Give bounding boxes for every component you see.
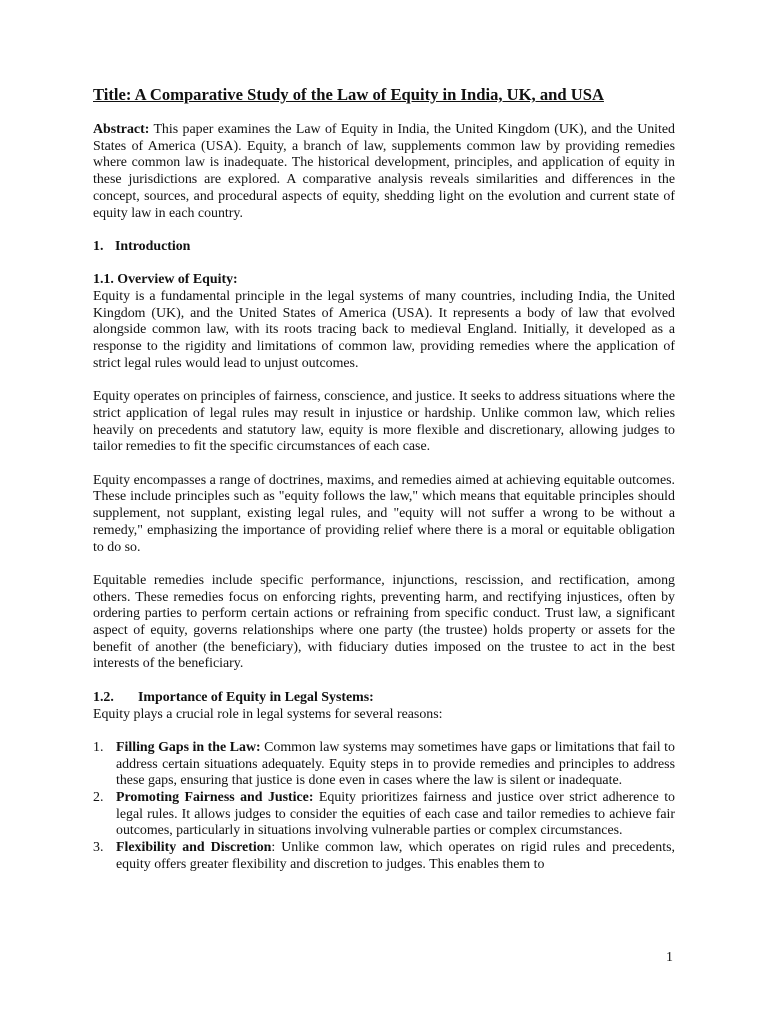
overview-paragraph-3: Equity encompasses a range of doctrines, maxims, and remedies aimed at achieving equitable outcomes. These include principles such as "equity follows the law," which means that equitable principles should supplement, not supplant, existing legal rules, and "equity will not suffer a wrong to be without a remedy," emphasizing the importance of providing relief where there is a moral or equitable obligation to do so.	[93, 472, 675, 555]
section-title: Introduction	[115, 238, 191, 254]
list-item-number: 2.	[93, 790, 104, 806]
list-item-number: 1.	[93, 739, 104, 755]
subsection-title: Importance of Equity in Legal Systems:	[138, 689, 374, 705]
subsection-number: 1.2.	[93, 689, 114, 705]
abstract-label: Abstract:	[93, 122, 150, 137]
section-heading-introduction	[93, 239, 675, 256]
list-item	[93, 740, 675, 790]
document-body	[93, 84, 675, 874]
abstract-text: This paper examines the Law of Equity in India, the United Kingdom (UK), and the United States of America (USA). Equity, a branch of law, supplements common law by providing remedies where common law is inadequate. The historical development, principles, and application of equity in these jurisdictions are explored. A comparative analysis reveals similarities and differences in the concept, sources, and procedural aspects of equity, shedding light on the evolution and current state of equity law in each country.	[93, 122, 675, 221]
list-item	[93, 790, 675, 840]
list-item-label: Flexibility and Discretion	[116, 840, 272, 856]
overview-paragraph-1: Equity is a fundamental principle in the legal systems of many countries, including India, the United Kingdom (UK), and the United States of America (USA). It represents a body of law that evolved alongside common law, with its roots tracing back to medieval England. Initially, it developed as a response to the rigidity and limitations of common law, providing remedies where the application of strict legal rules would lead to unjust outcomes.	[93, 289, 675, 371]
list-item-text: Common law systems may sometimes have gaps or limitations that fail to address certain situations adequately. Equity steps in to provide remedies and principles to address these gaps, ensuring that justice is done even in cases where the law is silent or inadequate.	[116, 739, 675, 789]
list-item-label: Promoting Fairness and Justice:	[116, 790, 314, 806]
list-item-label: Filling Gaps in the Law:	[116, 739, 261, 755]
page-number: 1	[666, 950, 673, 965]
importance-intro: Equity plays a crucial role in legal systems for several reasons:	[93, 706, 443, 722]
list-item	[93, 840, 675, 873]
subsection-heading-importance	[93, 690, 675, 707]
abstract-paragraph	[93, 122, 675, 222]
section-number: 1.	[93, 238, 104, 254]
list-item-text: : Unlike common law, which operates on rigid rules and precedents, equity offers greater flexibility and discretion to judges. This enables them to	[116, 840, 675, 872]
list-item-text: Equity prioritizes fairness and justice over strict adherence to legal rules. It allows judges to consider the equities of each case and tailor remedies to achieve fair outcomes, particularly in situations involving vulnerable parties or complex circumstances.	[116, 790, 675, 839]
subsection-heading-overview: 1.1. Overview of Equity:	[93, 272, 238, 288]
overview-paragraph-4: Equitable remedies include specific performance, injunctions, rescission, and rectification, among others. These remedies focus on enforcing rights, preventing harm, and rectifying injustices, often by ordering parties to perform certain actions or refraining from specific conduct. Trust law, a significant aspect of equity, governs relationships where one party (the trustee) holds property or assets for the benefit of another (the beneficiary), with fiduciary duties imposed on the trustee to act in the best interests of the beneficiary.	[93, 572, 675, 672]
document-title: Title: A Comparative Study of the Law of Equity in India, UK, and USA	[93, 85, 604, 104]
importance-list	[93, 740, 675, 874]
list-item-number: 3.	[93, 840, 104, 856]
overview-paragraph-2: Equity operates on principles of fairness, conscience, and justice. It seeks to address situations where the strict application of legal rules may result in injustice or hardship. Unlike common law, which relies heavily on precedents and statutory law, equity is more flexible and discretionary, allowing judges to tailor remedies to fit the specific circumstances of each case.	[93, 389, 675, 455]
